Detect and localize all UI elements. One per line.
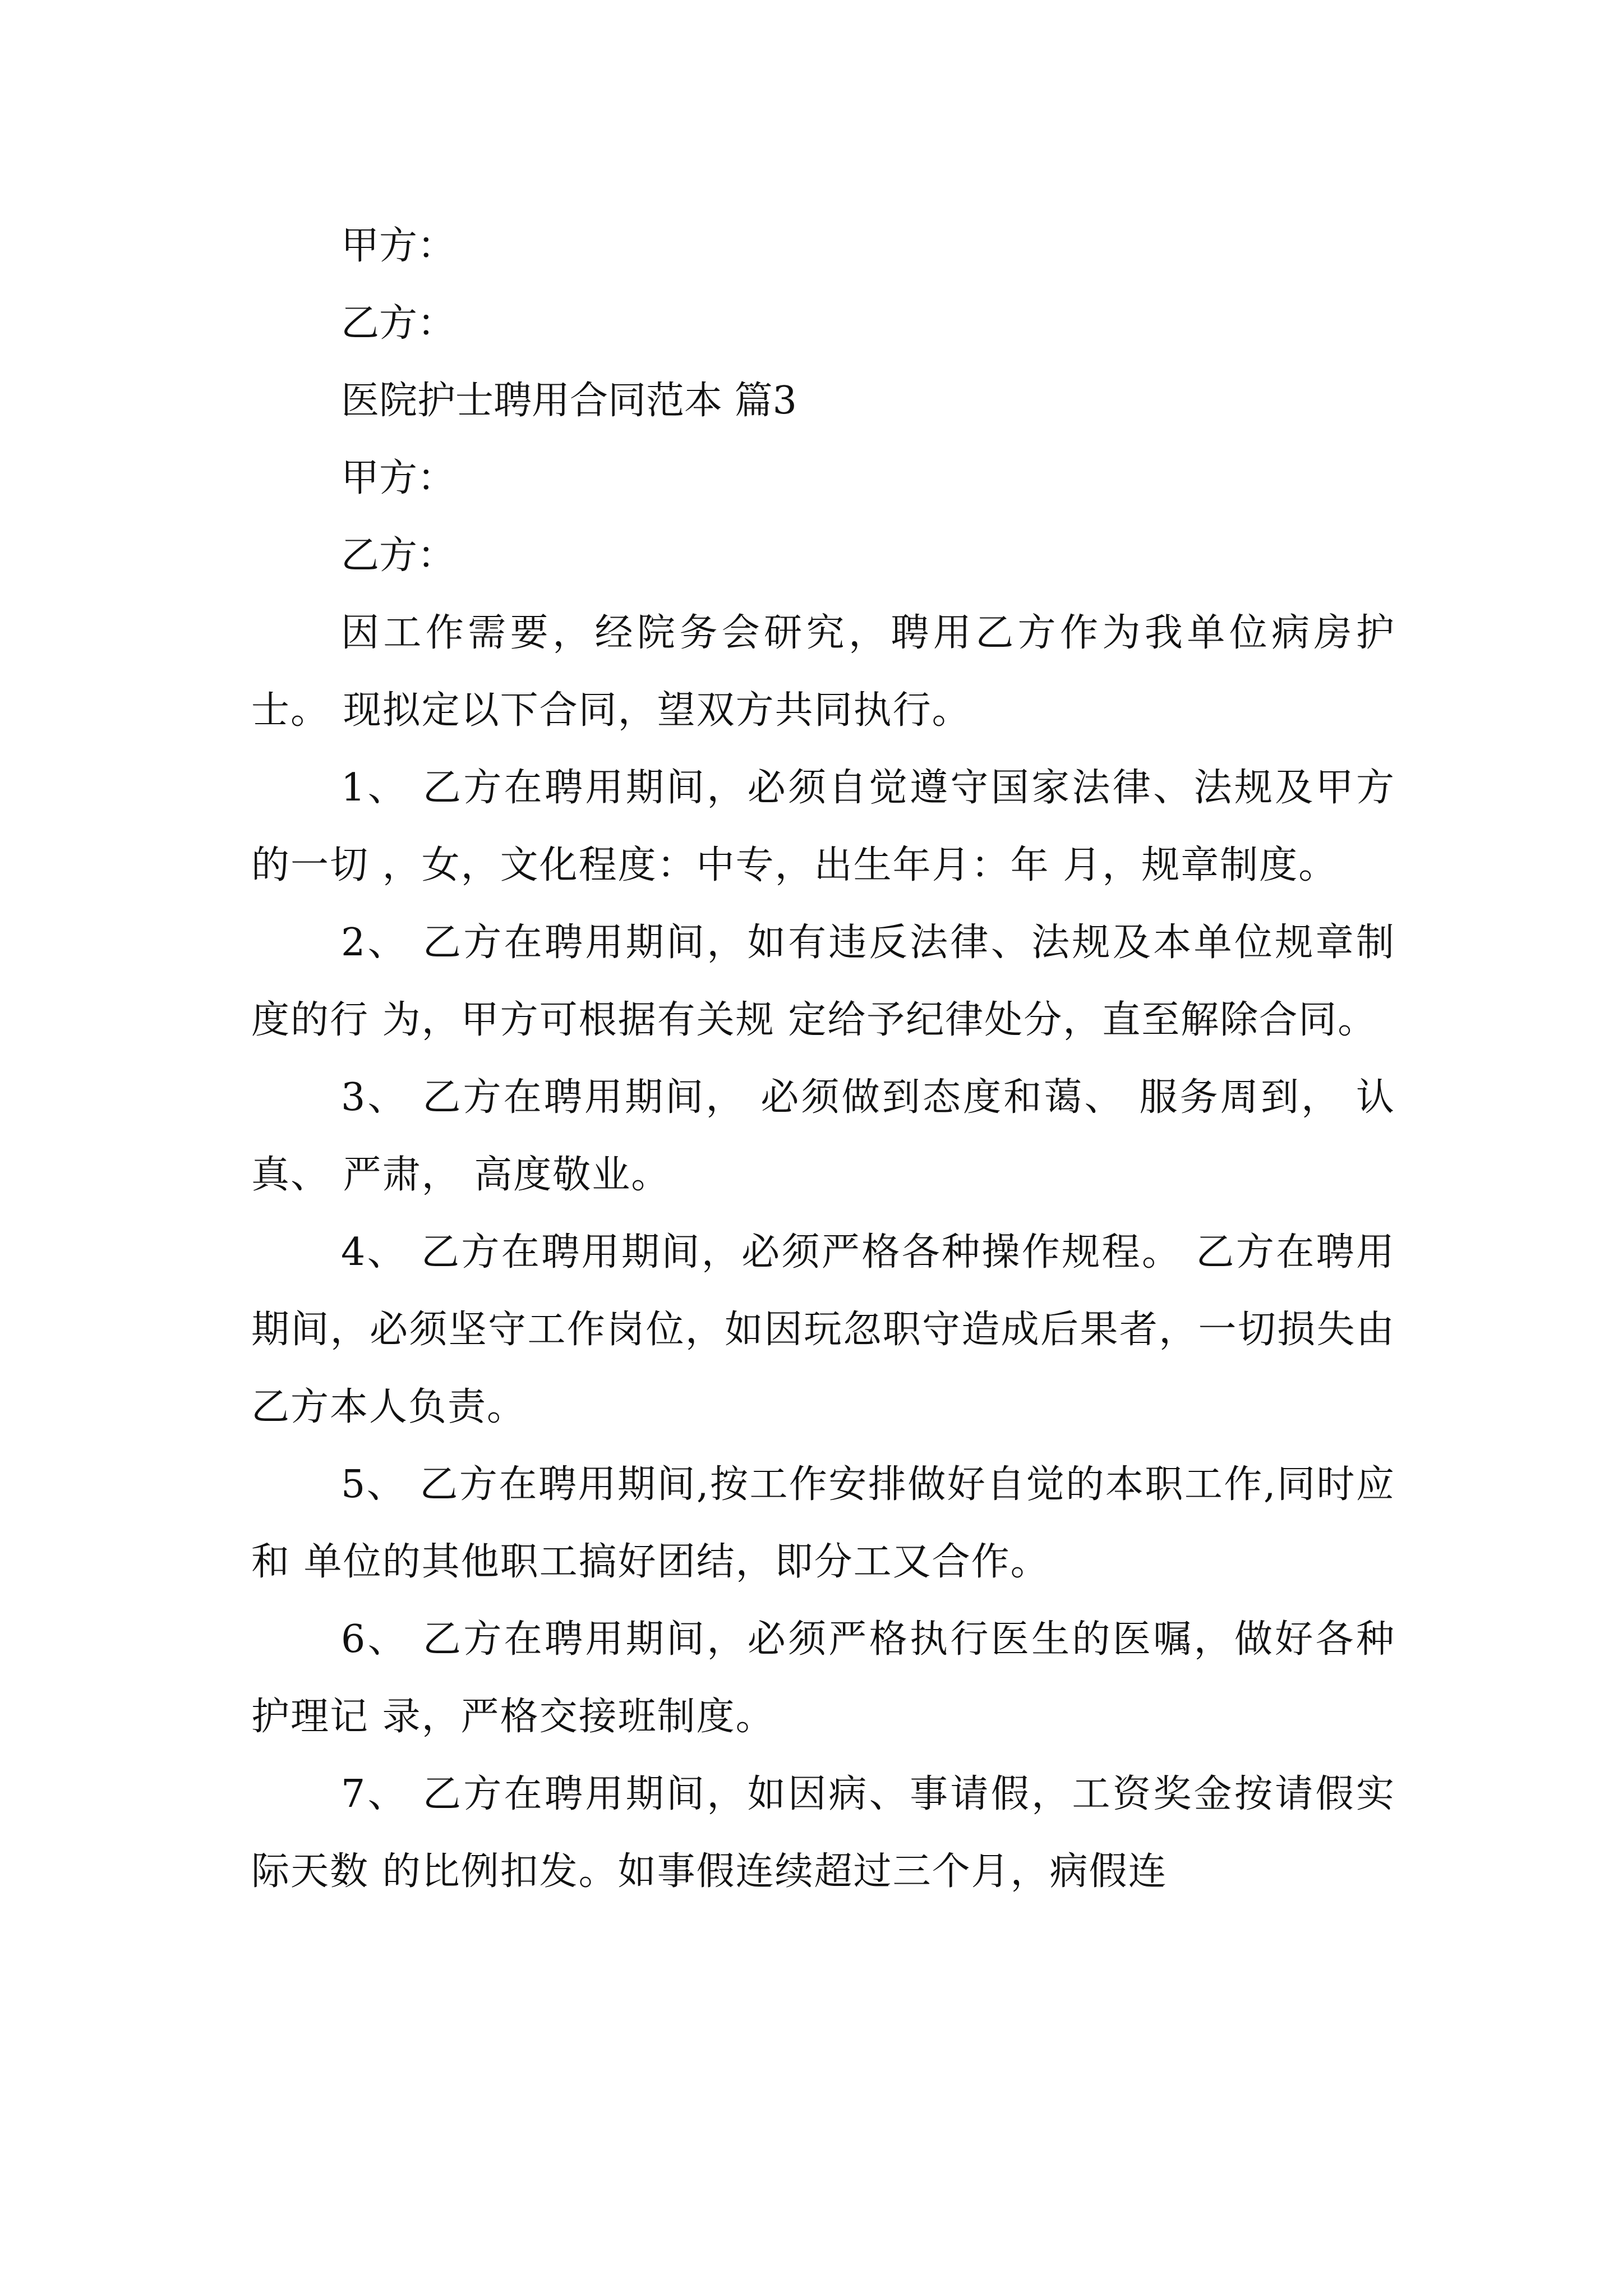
- clause-6: 6、 乙方在聘用期间，必须严格执行医生的医嘱，做好各种护理记 录，严格交接班制度。: [251, 1617, 1395, 1739]
- document-body: [251, 208, 1395, 1911]
- clause-1: 1、 乙方在聘用期间，必须自觉遵守国家法律、法规及甲方的一切 ，女，文化程度：中专，出生年月：年 月，规章制度。: [251, 766, 1395, 887]
- party-b-label-2: 乙方：: [341, 533, 456, 578]
- clause-4: 4、 乙方在聘用期间，必须严格各种操作规程。 乙方在聘用期间，必须坚守工作岗位，如因玩忽职守造成后果者，一切损失由乙方本人负责。: [251, 1230, 1395, 1429]
- clause-2: 2、 乙方在聘用期间，如有违反法律、法规及本单位规章制度的行 为，甲方可根据有关规 定给予纪律处分，直至解除合同。: [251, 921, 1395, 1042]
- clause-7: 7、 乙方在聘用期间，如因病、事请假，工资奖金按请假实际天数 的比例扣发。如事假连续超过三个月，病假连: [251, 1772, 1395, 1894]
- party-b-label: 乙方：: [341, 301, 456, 346]
- party-a-label: 甲方：: [341, 224, 456, 268]
- party-a-label-2: 甲方：: [341, 456, 456, 500]
- intro-paragraph: 因工作需要，经院务会研究，聘用乙方作为我单位病房护士。 现拟定以下合同，望双方共同执行。: [251, 611, 1395, 733]
- clause-3: 3、 乙方在聘用期间， 必须做到态度和蔼、 服务周到， 认真、 严肃， 高度敬业。: [251, 1075, 1395, 1197]
- section-title: 医院护士聘用合同范本 篇3: [341, 379, 797, 423]
- clause-5: 5、 乙方在聘用期间,按工作安排做好自觉的本职工作,同时应和 单位的其他职工搞好团结，即分工又合作。: [251, 1462, 1395, 1584]
